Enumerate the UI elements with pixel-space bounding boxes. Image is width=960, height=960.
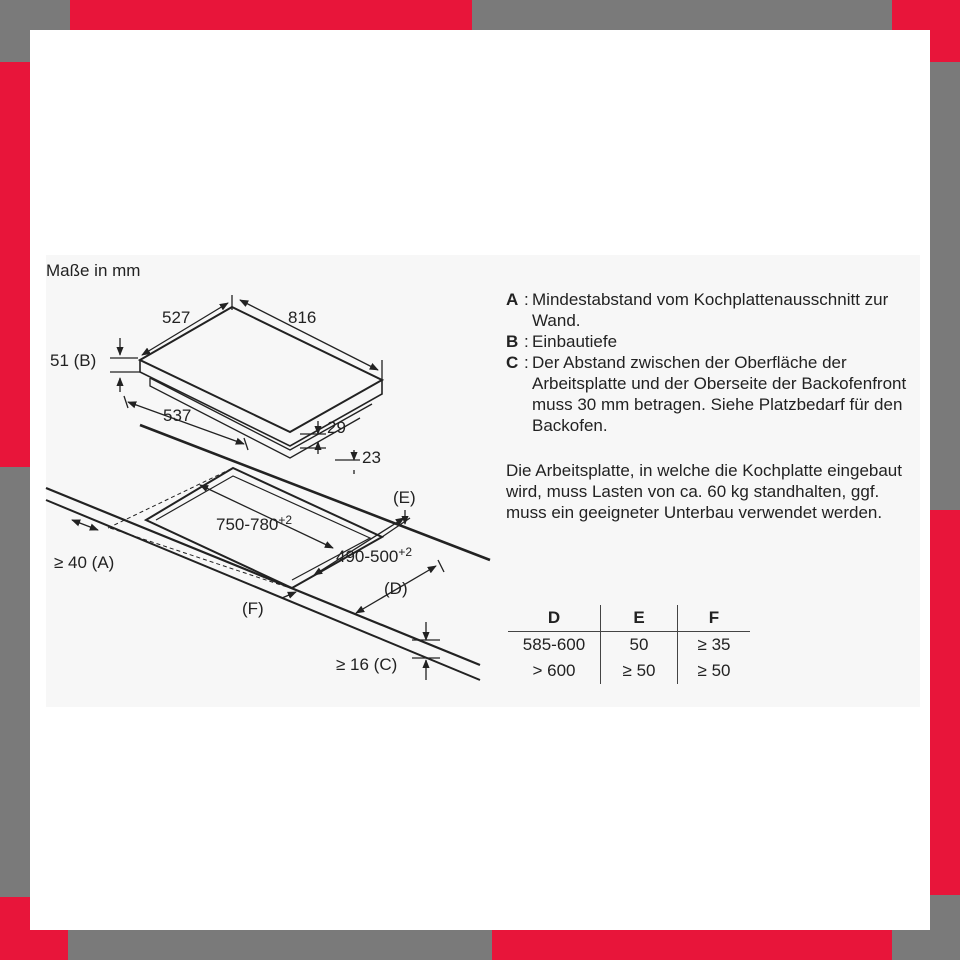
label-C: ≥ 16 (C) xyxy=(336,655,398,674)
label-537: 537 xyxy=(163,406,192,425)
dim-A-line xyxy=(72,520,98,530)
legend-item-C xyxy=(506,352,916,436)
table-header-D: D xyxy=(508,605,601,632)
table-header-row xyxy=(508,605,750,632)
legend-item-A xyxy=(506,289,916,331)
table-cell: 585-600 xyxy=(522,635,586,654)
distance-table xyxy=(508,605,750,684)
table-header-E: E xyxy=(601,605,678,632)
label-A: ≥ 40 (A) xyxy=(54,553,115,572)
label-527: 527 xyxy=(162,308,191,327)
table-cell: 50 xyxy=(601,632,678,659)
label-490-500: $490-500^{+2}$ xyxy=(336,545,413,566)
table-row xyxy=(508,632,750,659)
label-D: (D) xyxy=(384,579,408,598)
legend-key: A xyxy=(506,290,519,309)
table-cell: ≥ 50 xyxy=(601,658,678,684)
legend-colon: : xyxy=(524,290,529,309)
label-750-780: $750-780^{+2}$ xyxy=(216,513,293,534)
legend-text: Mindestabstand vom Kochplattenausschnitt zur Wand. xyxy=(532,290,889,330)
legend-item-B xyxy=(506,331,916,352)
legend-key: C xyxy=(506,353,519,372)
table-cell: ≥ 35 xyxy=(678,632,751,659)
table-row xyxy=(508,658,750,684)
legend-key: B xyxy=(506,332,519,351)
legend-colon: : xyxy=(524,353,529,372)
legend-colon: : xyxy=(524,332,529,351)
label-816: 816 xyxy=(288,308,317,327)
legend-text: Einbautiefe xyxy=(532,332,618,351)
load-note: Die Arbeitsplatte, in welche die Kochplatte eingebaut wird, muss Lasten von ca. 60 kg standhalten, ggf. muss ein geeigneter Unterbau verwendet werden. xyxy=(506,461,902,522)
label-E: (E) xyxy=(393,488,416,507)
table-cell: > 600 xyxy=(532,661,576,680)
diagram-title: Maße in mm xyxy=(46,261,141,280)
legend xyxy=(506,289,916,436)
label-23: 23 xyxy=(362,448,381,467)
label-29: 29 xyxy=(327,418,346,437)
label-51-B: 51 (B) xyxy=(50,351,97,370)
label-F: (F) xyxy=(242,599,264,618)
dim-F-line xyxy=(282,592,296,598)
table-header-F: F xyxy=(678,605,751,632)
table-cell: ≥ 50 xyxy=(678,658,751,684)
projection-line xyxy=(108,468,233,528)
legend-text: Der Abstand zwischen der Oberfläche der Arbeitsplatte und der Oberseite der Backofenfront muss 30 mm betragen. Siehe Platzbedarf für den Backofen. xyxy=(532,353,907,435)
